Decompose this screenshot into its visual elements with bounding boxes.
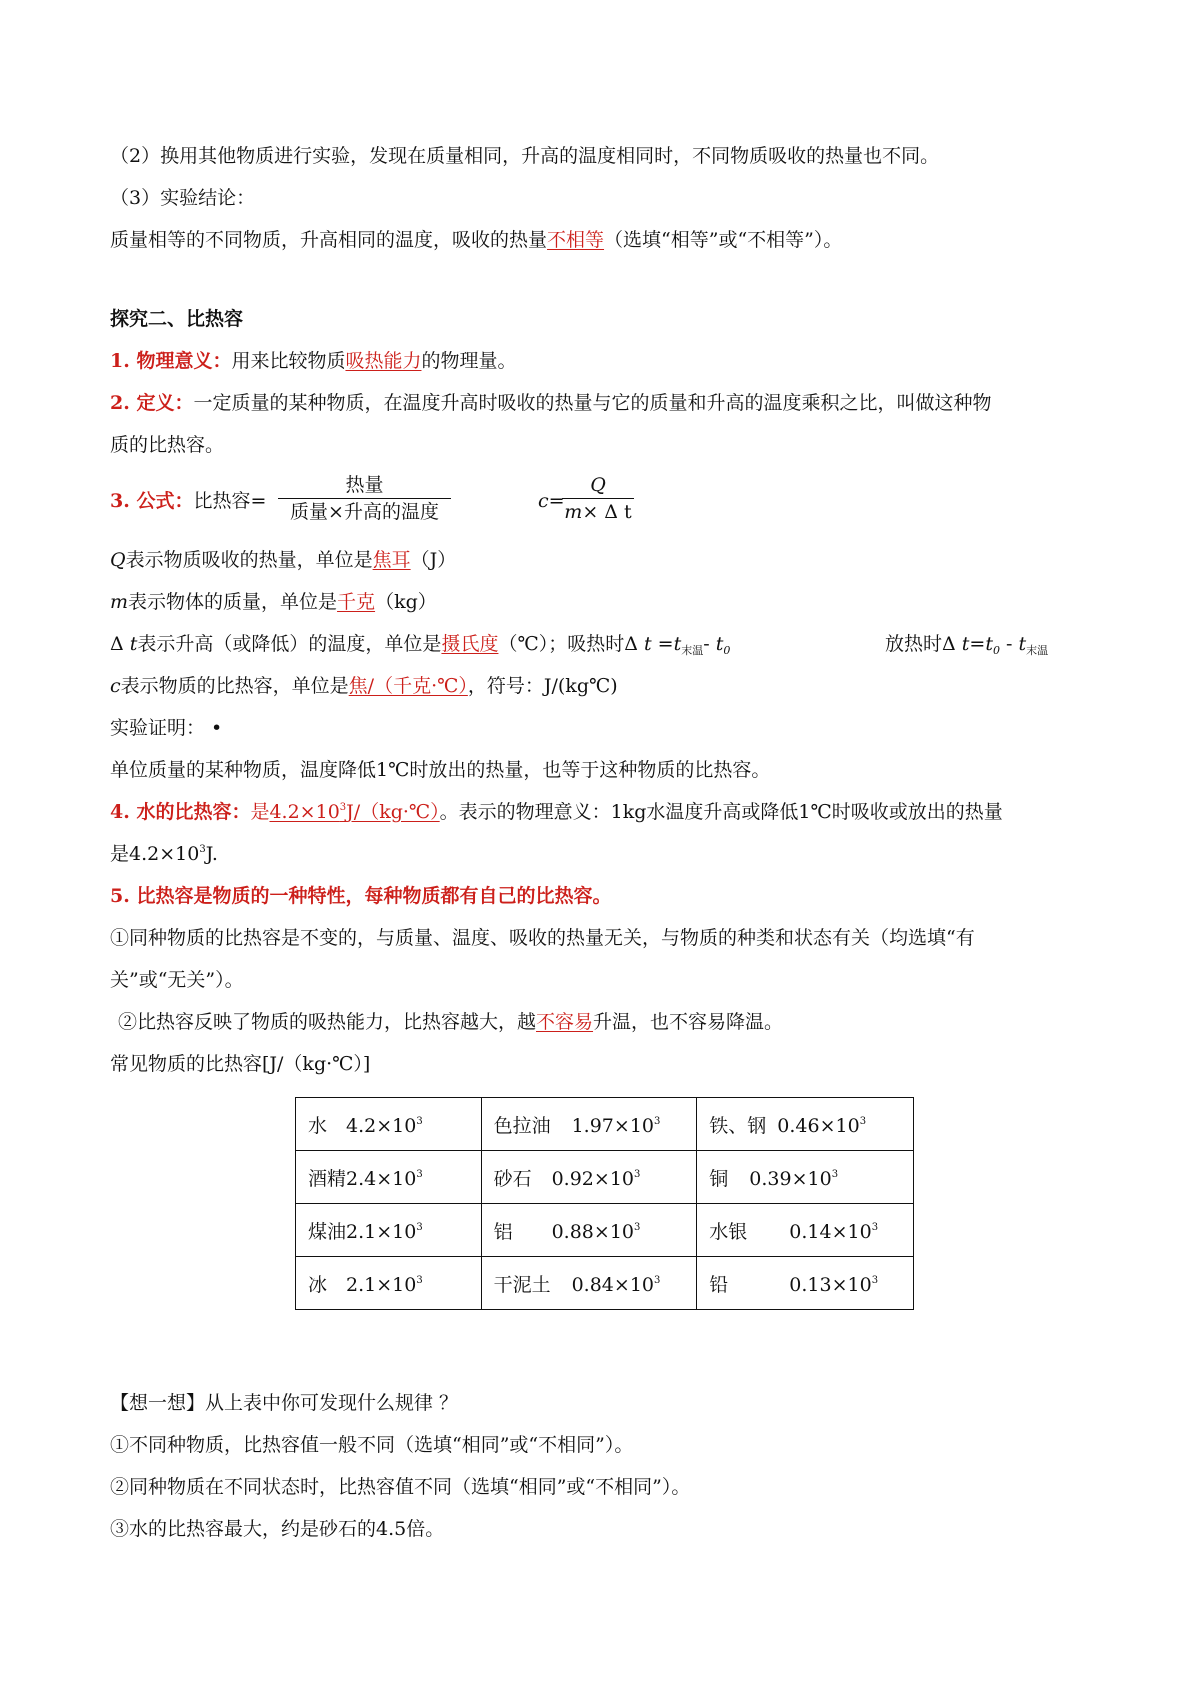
section-title	[110, 306, 243, 332]
substance-name: 铝	[493, 1220, 513, 1243]
value-exponent: 3	[654, 1115, 661, 1127]
conclusion-text: 质量相等的不同物质，升高相同的温度，吸收的热量	[110, 229, 548, 251]
substance-name: 色拉油	[493, 1114, 551, 1137]
table-cell	[296, 1257, 482, 1310]
specific-heat-value: 2.4×10	[346, 1167, 417, 1190]
specific-heat-value: 0.84×10	[571, 1273, 654, 1296]
point-5-property	[110, 883, 611, 909]
specific-heat-value: 0.92×10	[551, 1167, 634, 1190]
point-1-meaning	[110, 348, 517, 374]
point-1-answer: 吸热能力	[345, 350, 422, 372]
step-2-text: （2）换用其他物质进行实验，发现在质量相同，升高的温度相同时，不同物质吸收的热量也不同。	[110, 145, 940, 167]
specific-heat-value: 1.97×10	[571, 1114, 654, 1137]
point-1-text: 用来比较物质	[231, 350, 346, 372]
specific-heat-value: 4.2×10	[346, 1114, 417, 1137]
specific-heat-value: 2.1×10	[346, 1273, 417, 1296]
m-symbol: m	[110, 591, 129, 613]
q-explanation: Q表示物质吸收的热量，单位是焦耳（J）	[110, 549, 457, 571]
point-2-text: 一定质量的某种物质，在温度升高时吸收的热量与它的质量和升高的温度乘积之比，叫做这种物	[193, 392, 992, 414]
point-1-text-end: 的物理量。	[421, 350, 517, 372]
c-unit-answer: 焦/（千克·℃）	[348, 675, 468, 697]
substance-name: 铅	[709, 1273, 729, 1296]
point-2-text-end: 质的比热容。	[110, 434, 225, 456]
table-row	[296, 1151, 914, 1204]
point-5-answer: 不容易	[536, 1011, 594, 1033]
table-cell	[697, 1257, 914, 1310]
conclusion-answer: 不相等	[547, 229, 605, 251]
table-cell	[296, 1151, 482, 1204]
value-exponent: 3	[871, 1221, 879, 1233]
value-exponent: 3	[634, 1168, 641, 1180]
value-exponent: 3	[634, 1221, 641, 1233]
point-2-definition	[110, 390, 991, 416]
specific-heat-value: 0.13×10	[789, 1273, 872, 1296]
experiment-step-3	[110, 185, 255, 211]
substance-name: 酒精	[308, 1167, 347, 1190]
point-3-label: 3. 公式：	[110, 490, 194, 512]
table-title: 常见物质的比热容[J/（kg·℃）]	[110, 1053, 371, 1075]
think-item-3: ③水的比热容最大，约是砂石的4.5倍。	[110, 1518, 445, 1540]
value-exponent: 3	[416, 1274, 423, 1286]
formula-word-numerator: 热量	[345, 474, 384, 496]
section-title-text: 探究二、比热容	[110, 308, 244, 330]
formula-word-lhs: 比热容=	[193, 490, 267, 512]
formula-word-fraction	[278, 472, 451, 525]
substance-name: 铜	[709, 1167, 729, 1190]
substance-name: 干泥土	[493, 1273, 551, 1296]
t-unit-answer: 摄氏度	[441, 633, 499, 655]
m-unit-answer: 千克	[337, 591, 376, 613]
t-symbol: t	[129, 633, 138, 655]
value-exponent: 3	[859, 1115, 867, 1127]
think-item-2: ②同种物质在不同状态时，比热容值不同（选填“相同”或“不相同”）。	[110, 1476, 691, 1498]
substance-name: 砂石	[493, 1167, 532, 1190]
formula-symbol-m: m	[564, 501, 583, 523]
point-5-item-1-cont: 关”或“无关”）。	[110, 969, 244, 991]
think-item-1: ①不同种物质，比热容值一般不同（选填“相同”或“不相同”）。	[110, 1434, 634, 1456]
table-row	[296, 1204, 914, 1257]
point-3-formula	[110, 488, 266, 514]
experiment-proof-text: 单位质量的某种物质，温度降低1℃时放出的热量，也等于这种物质的比热容。	[110, 759, 771, 781]
point-4-label: 4. 水的比热容：	[110, 801, 251, 823]
table-row	[296, 1098, 914, 1151]
specific-heat-value: 0.46×10	[777, 1114, 860, 1137]
substance-name: 铁、钢	[709, 1114, 767, 1137]
think-title: 【想一想】从上表中你可发现什么规律 ？	[110, 1392, 459, 1414]
formula-symbol-fraction	[562, 472, 634, 525]
t-explanation: Δ t表示升高（或降低）的温度，单位是摄氏度（℃）；吸热时Δ $t =t_{末温}-$ $t_0$	[110, 633, 731, 657]
m-explanation: m表示物体的质量，单位是千克（kg）	[110, 591, 437, 613]
experiment-proof: 实验证明： •	[110, 717, 223, 739]
formula-word-denominator: 质量×升高的温度	[290, 501, 439, 523]
experiment-conclusion	[110, 227, 842, 253]
value-exponent: 3	[871, 1274, 879, 1286]
table-row	[296, 1257, 914, 1310]
q-symbol: Q	[110, 549, 126, 571]
table-cell	[296, 1204, 482, 1257]
substance-name: 煤油	[308, 1220, 347, 1243]
specific-heat-value: 0.14×10	[789, 1220, 872, 1243]
table-cell	[697, 1204, 914, 1257]
point-4-water: 4. 水的比热容：是$4.2\times 10^3J/(kg\cdot℃)$。表示的物理意义：1kg水温度升高或降低1℃时吸收或放出的热量	[110, 801, 1003, 823]
point-1-label: 1. 物理意义：	[110, 350, 232, 372]
table-cell	[296, 1098, 482, 1151]
value-exponent: 3	[654, 1274, 661, 1286]
substance-name: 冰	[308, 1273, 328, 1296]
formula-symbol-lhs: c=	[538, 490, 565, 512]
point-5-item-2: ②比热容反映了物质的吸热能力，比热容越大，越不容易升温，也不容易降温。	[118, 1011, 784, 1033]
point-2-label: 2. 定义：	[110, 392, 194, 414]
experiment-step-2	[110, 143, 939, 169]
table-cell	[697, 1098, 914, 1151]
bullet-dot: •	[211, 717, 223, 739]
specific-heat-table	[295, 1097, 914, 1310]
q-unit-answer: 焦耳	[372, 549, 411, 571]
substance-name: 水	[308, 1114, 328, 1137]
specific-heat-value: 0.39×10	[749, 1167, 832, 1190]
table-cell	[481, 1098, 697, 1151]
specific-heat-value: 2.1×10	[346, 1220, 417, 1243]
value-exponent: 3	[416, 1168, 423, 1180]
step-3-text: （3）实验结论：	[110, 187, 256, 209]
table-cell	[481, 1204, 697, 1257]
t-release-formula: 放热时Δ $t=t_0 - t_{末温}$	[885, 633, 1049, 657]
value-exponent: 3	[416, 1221, 423, 1233]
conclusion-hint: （选填“相等”或“不相等”）。	[604, 229, 843, 251]
value-exponent: 3	[416, 1115, 423, 1127]
c-symbol: c	[110, 675, 121, 697]
formula-symbol-numerator: Q	[590, 474, 606, 496]
table-cell	[481, 1151, 697, 1204]
point-5-item-1: ①同种物质的比热容是不变的，与质量、温度、吸收的热量无关，与物质的种类和状态有关（均选填“有	[110, 927, 975, 949]
value-exponent: 3	[831, 1168, 839, 1180]
point-4-water-cont: 是$4.2\times 10^3J$.	[110, 843, 218, 865]
point-2-definition-cont	[110, 432, 224, 458]
point-5-label: 5. 比热容是物质的一种特性，每种物质都有自己的比热容。	[110, 885, 612, 907]
c-explanation: c表示物质的比热容，单位是焦/（千克·℃），符号：J/(kg℃)	[110, 675, 618, 697]
formula-symbol-denominator: × Δ t	[582, 501, 632, 523]
specific-heat-value: 0.88×10	[551, 1220, 634, 1243]
table-cell	[481, 1257, 697, 1310]
table-cell	[697, 1151, 914, 1204]
substance-name: 水银	[709, 1220, 748, 1243]
